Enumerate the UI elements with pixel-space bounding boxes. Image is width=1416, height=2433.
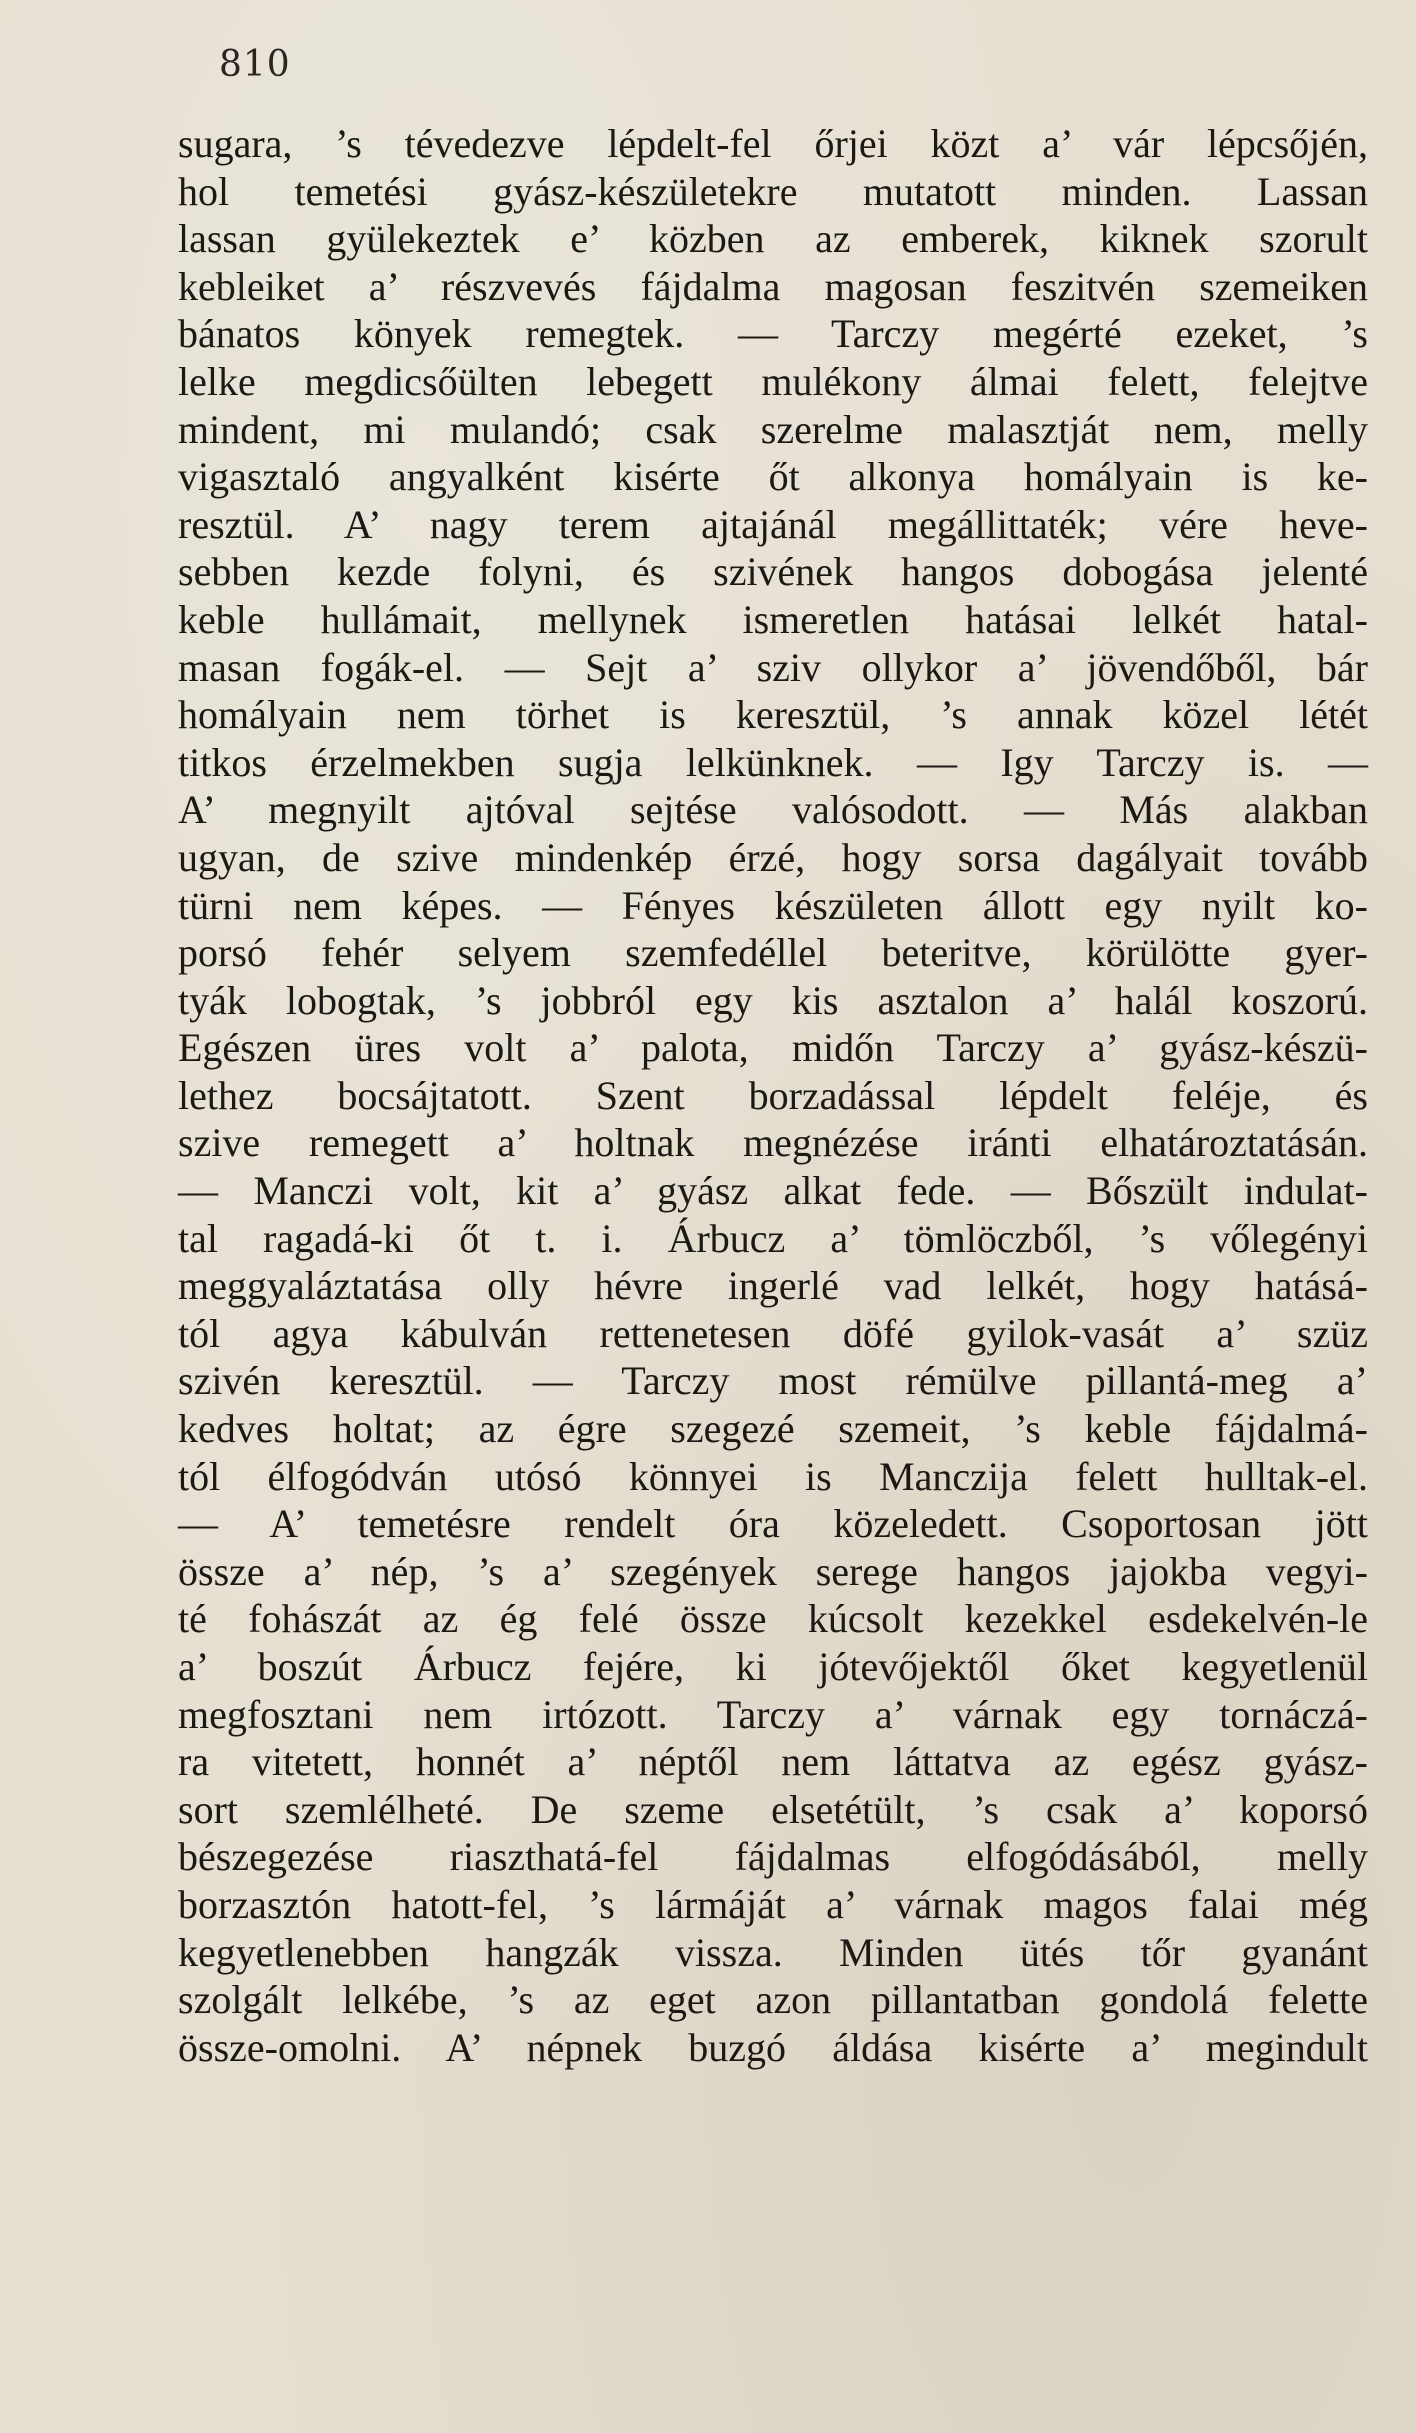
text-line: szivén keresztül. — Tarczy most rémülve pillantá-meg a’ xyxy=(178,1358,1368,1404)
text-line: A’ megnyilt ajtóval sejtése valósodott. — Más alakban xyxy=(178,787,1368,833)
text-line: resztül. A’ nagy terem ajtajánál megállittaték; vére heve- xyxy=(178,501,1368,547)
text-line: té fohászát az ég felé össze kúcsolt kezekkel esdekelvén-le xyxy=(178,1596,1368,1642)
text-line: lassan gyülekeztek e’ közben az emberek, kiknek szorult xyxy=(178,216,1368,262)
text-line: hol temetési gyász-készületekre mutatott minden. Lassan xyxy=(178,168,1368,214)
text-line: vigasztaló angyalként kisérte őt alkonya homályain is ke- xyxy=(178,454,1368,500)
text-line: szive remegett a’ holtnak megnézése iránti elhatároztatásán. xyxy=(178,1120,1368,1166)
text-line: keble hullámait, mellynek ismeretlen hatásai lelkét hatal- xyxy=(178,596,1368,642)
text-line: mindent, mi mulandó; csak szerelme malasztját nem, melly xyxy=(178,406,1368,452)
text-line: tól agya kábulván rettenetesen döfé gyilok-vasát a’ szüz xyxy=(178,1310,1368,1356)
text-line: össze-omolni. A’ népnek buzgó áldása kisérte a’ megindult xyxy=(178,2024,1368,2070)
text-line: — A’ temetésre rendelt óra közeledett. Csoportosan jött xyxy=(178,1501,1368,1547)
text-line: bészegezése riaszthatá-fel fájdalmas elfogódásából, melly xyxy=(178,1834,1368,1880)
text-line: homályain nem törhet is keresztül, ’s annak közel létét xyxy=(178,692,1368,738)
text-line: lethez bocsájtatott. Szent borzadással lépdelt feléje, és xyxy=(178,1072,1368,1118)
text-line: türni nem képes. — Fényes készületen állott egy nyilt ko- xyxy=(178,882,1368,928)
text-line: kebleiket a’ részvevés fájdalma magosan feszitvén szemeiken xyxy=(178,263,1368,309)
text-line: a’ boszút Árbucz fejére, ki jótevőjektől őket kegyetlenül xyxy=(178,1644,1368,1689)
text-line: kegyetlenebben hangzák vissza. Minden ütés tőr gyanánt xyxy=(178,1929,1368,1975)
text-line: — Manczi volt, kit a’ gyász alkat fede. — Bőszült indulat- xyxy=(178,1168,1368,1214)
text-line: sort szemlélheté. De szeme elsetétült, ’s csak a’ koporsó xyxy=(178,1786,1368,1832)
text-line: borzasztón hatott-fel, ’s lármáját a’ várnak magos falai még xyxy=(178,1881,1368,1927)
page-number: 810 xyxy=(219,44,291,85)
text-line: porsó fehér selyem szemfedéllel beteritve, körülötte gyer- xyxy=(178,930,1368,976)
text-line: masan fogák-el. — Sejt a’ sziv ollykor a’ jövendőből, bár xyxy=(178,644,1368,690)
text-line: tal ragadá-ki őt t. i. Árbucz a’ tömlöczből, ’s vőlegényi xyxy=(178,1215,1368,1261)
text-line: össze a’ nép, ’s a’ szegények serege hangos jajokba vegyi- xyxy=(178,1548,1368,1594)
body-text xyxy=(178,120,1368,2071)
text-line: titkos érzelmekben sugja lelkünknek. — Igy Tarczy is. — xyxy=(178,739,1368,785)
text-line: megfosztani nem irtózott. Tarczy a’ várnak egy tornáczá- xyxy=(178,1691,1368,1737)
text-line: ra vitetett, honnét a’ néptől nem láttatva az egész gyász- xyxy=(178,1739,1368,1785)
text-line: tyák lobogtak, ’s jobbról egy kis asztalon a’ halál koszorú. xyxy=(178,977,1368,1023)
text-line: lelke megdicsőülten lebegett mulékony álmai felett, felejtve xyxy=(178,358,1368,404)
text-line: kedves holtat; az égre szegezé szemeit, ’s keble fájdalmá- xyxy=(178,1406,1368,1452)
text-line: tól élfogódván utósó könnyei is Manczija felett hulltak-el. xyxy=(178,1453,1368,1499)
text-line: szolgált lelkébe, ’s az eget azon pillantatban gondolá felette xyxy=(178,1977,1368,2023)
text-line: bánatos könyek remegtek. — Tarczy megérté ezeket, ’s xyxy=(178,311,1368,357)
text-line: Egészen üres volt a’ palota, midőn Tarczy a’ gyász-készü- xyxy=(178,1025,1368,1071)
text-line: ugyan, de szive mindenkép érzé, hogy sorsa dagályait tovább xyxy=(178,834,1368,880)
text-line: meggyaláztatása olly hévre ingerlé vad lelkét, hogy hatásá- xyxy=(178,1263,1368,1309)
text-line: sebben kezde folyni, és szivének hangos dobogása jelenté xyxy=(178,549,1368,595)
text-line: sugara, ’s tévedezve lépdelt-fel őrjei közt a’ vár lépcsőjén, xyxy=(178,121,1368,166)
